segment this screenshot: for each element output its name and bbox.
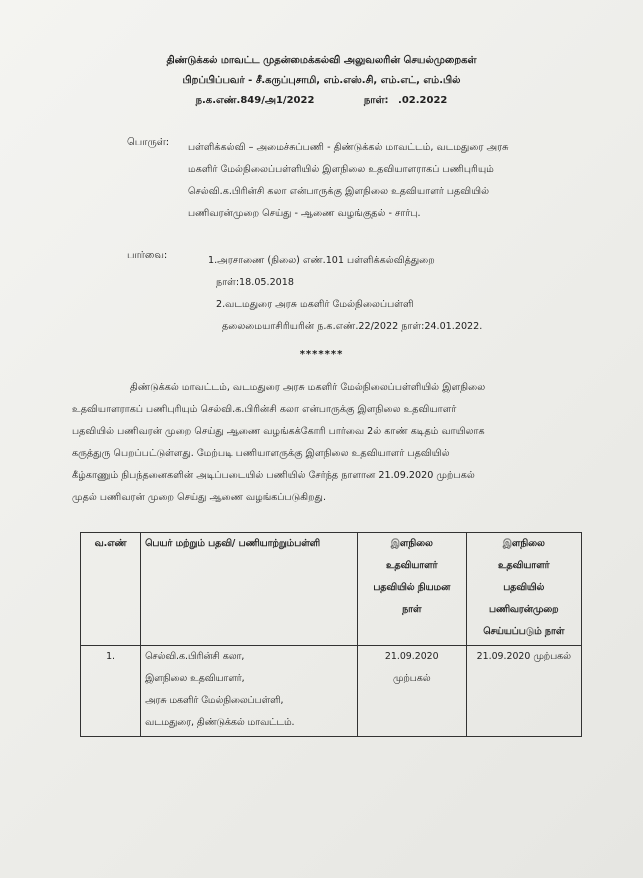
header-cell-regularisation-date [466,533,581,646]
subject-label: பொருள்: [127,137,170,148]
header-cell-name [141,533,358,646]
reference-line: 2.வடமதுரை அரசு மகளிர் மேல்நிலைப்பள்ளி [216,299,414,310]
cell-text: அரசு மகளிர் மேல்நிலைப்பள்ளி, [145,695,284,706]
cell-regularisation-date [466,646,581,737]
references-label: பார்வை: [127,250,168,261]
header-text: செய்யப்படும் நாள் [483,626,565,637]
cell-sno [81,646,141,737]
subject-line: மகளிர் மேல்நிலைப்பள்ளியில் இளநிலை உதவியாளராகப் பணிபுரியும் [188,164,494,175]
header-text: உதவியாளர் [385,560,438,571]
table-row [81,646,582,737]
regularisation-table [80,532,582,737]
date-label: நாள்: [363,95,389,106]
date-value: .02.2022 [398,95,448,106]
separator: ******* [299,349,344,360]
body-line: பதவியில் பணிவரன் முறை செய்து ஆணை வழங்கக்கோரி பார்வை 2ல் காண் கடிதம் வாயிலாக [72,426,485,437]
body-line: கீழ்காணும் நிபந்தனைகளின் அடிப்படையில் பணியில் சேர்ந்த நாளான 21.09.2020 முற்பகல் [72,470,475,481]
cell-text: முற்பகல் [392,673,431,684]
cell-text: வடமதுரை, திண்டுக்கல் மாவட்டம். [145,717,295,728]
cell-details [141,646,358,737]
subject-line: பள்ளிக்கல்வி – அமைச்சுப்பணி - திண்டுக்கல் மாவட்டம், வடமதுரை அரசு [188,142,509,153]
subject-text [188,137,518,225]
cell-text: 21.09.2020 [384,651,439,662]
header-text: பெயர் மற்றும் பதவி/ பணியாற்றும்பள்ளி [145,538,321,549]
reference-date-line [0,95,643,107]
cell-text: செல்வி.க.பிரின்சி கலா, [145,651,245,662]
header-text: நாள் [402,604,422,615]
header-text: பதவியில் [503,582,545,593]
header-cell-appointment-date [357,533,466,646]
header-text: இளநிலை [390,538,433,549]
reference-number: ந.க.எண்.849/அ1/2022 [195,95,315,106]
table-header-row [81,533,582,646]
subject-line: பணிவரன்முறை செய்து - ஆணை வழங்குதல் - சார்பு. [188,208,421,219]
body-line: திண்டுக்கல் மாவட்டம், வடமதுரை அரசு மகளிர் மேல்நிலைப்பள்ளியில் இளநிலை [130,382,486,393]
header-text: பணிவரன்முறை [489,604,559,615]
office-title: திண்டுக்கல் மாவட்ட முதன்மைக்கல்வி அலுவலரின் செயல்முறைகள் [166,55,477,66]
reference-line: நாள்:18.05.2018 [216,277,294,288]
header-text: இளநிலை [502,538,545,549]
cell-text: 21.09.2020 முற்பகல் [476,651,571,662]
header-cell-sno [81,533,141,646]
reference-line: தலைமையாசிரியரின் ந.க.எண்.22/2022 நாள்:24.01.2022. [222,321,483,332]
header-text: உதவியாளர் [497,560,550,571]
header-text: பதவியில் நியமன [373,582,451,593]
issuer-line: பிறப்பிப்பவர் - சீ.கருப்புசாமி, எம்.எஸ்.சி, எம்.எட், எம்.பில் [182,75,461,86]
cell-appointment-date [357,646,466,737]
body-line: முதல் பணிவரன் முறை செய்து ஆணை வழங்கப்படுகிறது. [72,492,327,503]
references-text [208,250,482,338]
header-text: வ.எண் [94,538,127,549]
subject-line: செல்வி.க.பிரின்சி கலா என்பாருக்கு இளநிலை உதவியாளர் பதவியில் [188,186,490,197]
cell-text: இளநிலை உதவியாளர், [145,673,245,684]
cell-text: 1. [106,651,116,662]
body-line: கருத்துரு பெறப்பட்டுள்ளது. மேற்படி பணியாளருக்கு இளநிலை உதவியாளர் பதவியில் [72,448,450,459]
order-body [72,377,578,509]
body-line: உதவியாளராகப் பணிபுரியும் செல்வி.க.பிரின்சி கலா என்பாருக்கு இளநிலை உதவியாளர் [72,404,457,415]
reference-line: 1.அரசாணை (நிலை) எண்.101 பள்ளிக்கல்வித்துறை [208,255,435,266]
